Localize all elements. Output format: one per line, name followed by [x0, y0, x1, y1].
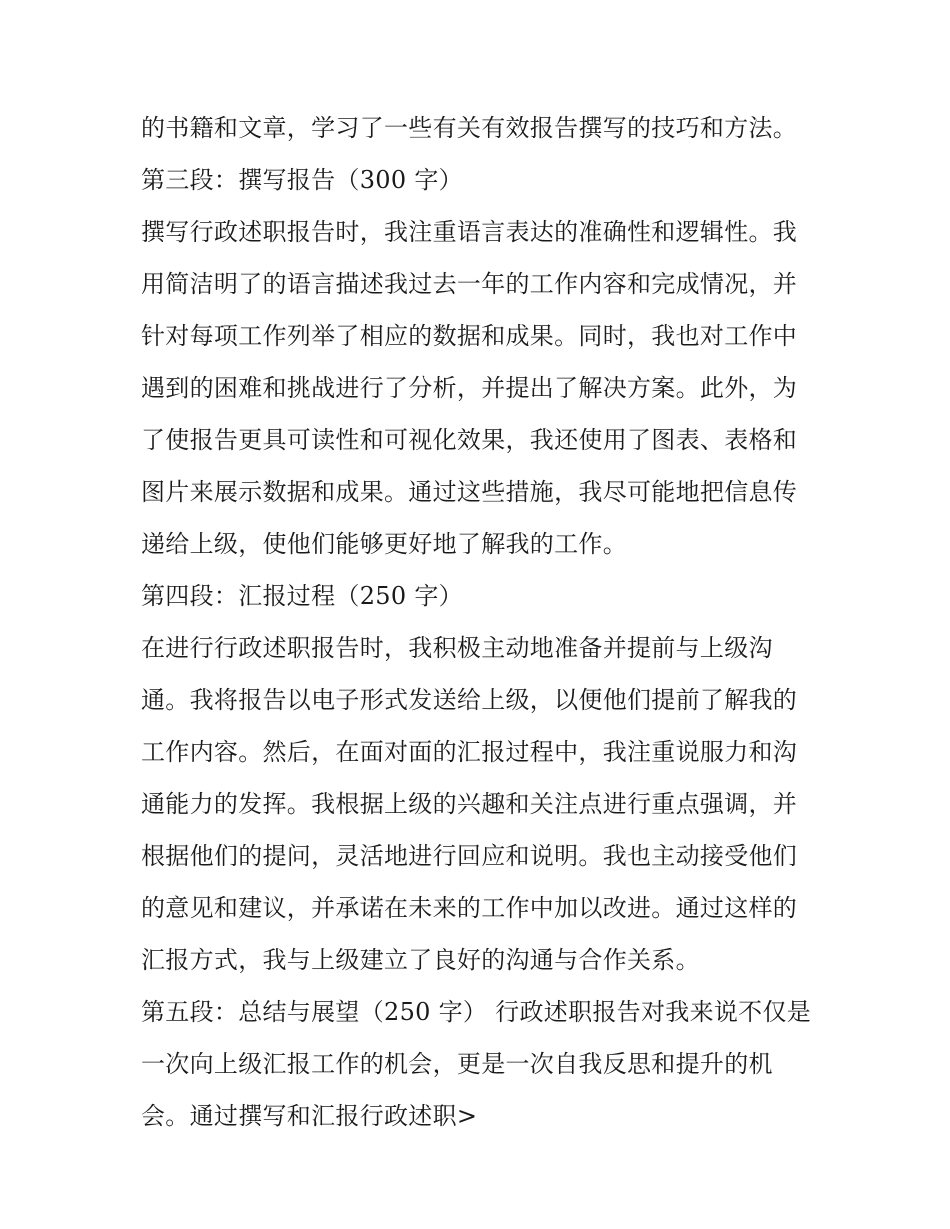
text-line: 用简洁明了的语言描述我过去一年的工作内容和完成情况，并 — [141, 270, 798, 298]
text-line: 通能力的发挥。我根据上级的兴趣和关注点进行重点强调，并 — [141, 790, 798, 818]
text-line: 针对每项工作列举了相应的数据和成果。同时，我也对工作中 — [141, 322, 798, 350]
text-line: 图片来展示数据和成果。通过这些措施，我尽可能地把信息传 — [141, 478, 798, 506]
text-line: 撰写行政述职报告时，我注重语言表达的准确性和逻辑性。我 — [141, 218, 798, 246]
text-line: 一次向上级汇报工作的机会，更是一次自我反思和提升的机 — [141, 1050, 773, 1078]
section-heading-3: 第三段：撰写报告（300 字） — [141, 166, 463, 194]
text-line: 遇到的困难和挑战进行了分析，并提出了解决方案。此外，为 — [141, 374, 798, 402]
text-line: 递给上级，使他们能够更好地了解我的工作。 — [141, 530, 627, 558]
text-line: 通。我将报告以电子形式发送给上级，以便他们提前了解我的 — [141, 686, 798, 714]
text-line: 工作内容。然后，在面对面的汇报过程中，我注重说服力和沟 — [141, 738, 798, 766]
text-line: 了使报告更具可读性和可视化效果，我还使用了图表、表格和 — [141, 426, 798, 454]
text-line: 的书籍和文章，学习了一些有关有效报告撰写的技巧和方法。 — [141, 114, 798, 142]
text-line: 汇报方式，我与上级建立了良好的沟通与合作关系。 — [141, 946, 700, 974]
text-line: 根据他们的提问，灵活地进行回应和说明。我也主动接受他们 — [141, 842, 798, 870]
section-heading-5: 第五段：总结与展望（250 字） 行政述职报告对我来说不仅是 — [141, 998, 812, 1026]
text-line: 会。通过撰写和汇报行政述职> — [141, 1102, 478, 1130]
section-heading-4: 第四段：汇报过程（250 字） — [141, 582, 463, 610]
text-line: 在进行行政述职报告时，我积极主动地准备并提前与上级沟 — [141, 634, 773, 662]
text-line: 的意见和建议，并承诺在未来的工作中加以改进。通过这样的 — [141, 894, 798, 922]
